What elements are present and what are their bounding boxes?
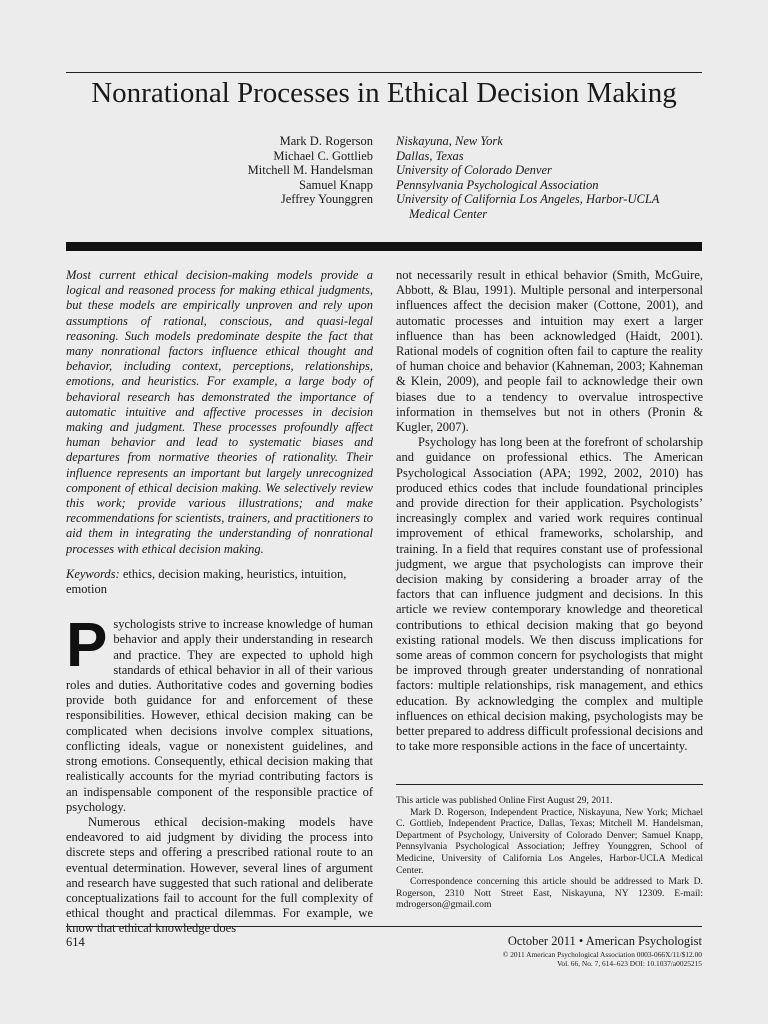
- header-divider: [66, 242, 702, 251]
- footer-rule: [66, 926, 702, 927]
- body-paragraph: [66, 611, 373, 815]
- abstract: Most current ethical decision-making models provide a logical and reasoned process for making ethical judgments, but these models are empirically unproven and rely upon assumptions of rational, conscious, and quasi-legal reasoning. Such models predominate despite the fact that many nonrational factors influence ethical thought and behavior, including context, perceptions, relationships, emotions, and heuristics. For example, a large body of behavioral research has demonstrated the importance of automatic intuitive and affective processes in decision making and judgment. These processes profoundly affect human behavior and lead to systematic biases and departures from normative theories of rationality. Their influence represents an important but largely unrecognized component of ethical decision making. We selectively review this work; provide various illustrations; and make recommendations for scientists, trainers, and practitioners to aid them in integrating the understanding of nonrational processes with ethical decision making.: [66, 268, 373, 556]
- author-affiliation: University of Colorado Denver: [396, 163, 552, 177]
- volume-doi-line: Vol. 66, No. 7, 614–623 DOI: 10.1037/a0025215: [556, 958, 702, 968]
- body-paragraph: Psychology has long been at the forefront of scholarship and guidance on professional ethics. The American Psychological Association (APA; 1992, 2002, 2010) has produced ethics codes that include foundational principles and provide direction for their application. Psychologists’ increasingly complex and varied work requires continual improvement of ethical frameworks, scholarship, and training. In a field that requires constant use of professional judgment, we argue that psychologists can improve their decision making by considering a broader array of the factors that can influence judgment and decisions. In this article we review contemporary knowledge and theoretical contributions to ethical decision making that go beyond existing rational models. We then discuss implications for some areas of common concern for psychologists that might be improved through greater understanding of nonrational factors: multiple relationships, risk management, and ethics education. By acknowledging the complex and multiple influences on ethical decision making, psychologists may be better prepared to address difficult professional decisions and to take more responsible actions in the face of uncertainty.: [396, 435, 703, 754]
- journal-citation: October 2011 • American Psychologist: [507, 934, 702, 948]
- keywords: [66, 567, 373, 597]
- drop-cap: P: [66, 611, 108, 681]
- author-affiliation: University of California Los Angeles, Harbor-UCLA: [396, 192, 660, 206]
- author-affiliations-note: Mark D. Rogerson, Independent Practice, Niskayuna, New York; Michael C. Gottlieb, Independent Practice, Dallas, Texas; Mitchell M. Handelsman, Department of Psychology, University of Colorado Denver; Samuel Knapp, Pennsylvania Psychological Association; Jeffrey Younggren, School of Medicine, University of California Los Angeles, Harbor-UCLA Medical Center.: [396, 806, 703, 876]
- body-paragraph-text: sychologists strive to increase knowledge of human behavior and apply their understanding in research and practice. They are expected to uphold high standards of ethical behavior in all of their various roles and duties. Authoritative codes and governing bodies provide both guidance for and enforcement of these responsibilities. However, ethical decision making can be complicated when decisions involve complex situations, conflicting ideals, vague or nonexistent guidelines, and strong emotions. Consequently, ethical decision making that realistically accounts for the myriad contributing factors is an indispensable component of the responsible practice of psychology.: [66, 617, 373, 814]
- affiliation-list: [396, 134, 702, 221]
- top-rule: [66, 72, 702, 73]
- author-name: Michael C. Gottlieb: [273, 148, 373, 163]
- copyright-block: [503, 951, 702, 968]
- author-name: Mark D. Rogerson: [279, 134, 373, 148]
- article-title: Nonrational Processes in Ethical Decision Making: [91, 77, 677, 109]
- copyright-line: © 2011 American Psychological Association 0003-066X/11/$12.00: [502, 950, 702, 959]
- author-affiliation: Niskayuna, New York: [396, 134, 503, 148]
- author-footnote: [396, 784, 703, 911]
- publication-note: This article was published Online First August 29, 2011.: [396, 795, 613, 806]
- author-list: [220, 134, 373, 207]
- correspondence-note: Correspondence concerning this article should be addressed to Mark D. Rogerson, 2310 Nott Street East, Niskayuna, NY 12309. E-mail: mdrogerson@gmail.com: [396, 876, 703, 911]
- body-paragraph: Numerous ethical decision-making models have endeavored to aid judgment by dividing the process into discrete steps and offering a prescribed rational route to an eventual determination. However, several lines of argument and research have suggested that such rational and deliberate conceptualizations fail to account for the full complexity of ethical thought and practical dilemmas. For example, we know that ethical knowledge does: [66, 814, 373, 936]
- author-name: Jeffrey Younggren: [280, 192, 373, 206]
- right-column: [396, 268, 703, 755]
- author-name: Samuel Knapp: [299, 177, 373, 192]
- keywords-text: ethics, decision making, heuristics, intuition, emotion: [66, 566, 347, 597]
- author-affiliation: Dallas, Texas: [396, 148, 464, 163]
- author-affiliation-continued: Medical Center: [409, 206, 488, 221]
- keywords-label: Keywords:: [66, 566, 120, 581]
- author-name: Mitchell M. Handelsman: [247, 163, 373, 177]
- left-column: [66, 268, 373, 937]
- author-affiliation: Pennsylvania Psychological Association: [396, 177, 599, 192]
- page-number: 614: [66, 935, 85, 949]
- body-paragraph: not necessarily result in ethical behavior (Smith, McGuire, Abbott, & Blau, 1991). Multiple personal and interpersonal influences affect the decision maker (Cottone, 2001), and automatic processes and intuition may exert a larger influence than has been acknowledged (Haidt, 2001). Rational models of cognition often fail to capture the reality of human choice and behavior (Kahneman, 2003; Kahneman & Klein, 2009), and people fail to acknowledge their own biases due to a tendency to overvalue introspective information in themselves but not in others (Pronin & Kugler, 2007).: [396, 268, 703, 435]
